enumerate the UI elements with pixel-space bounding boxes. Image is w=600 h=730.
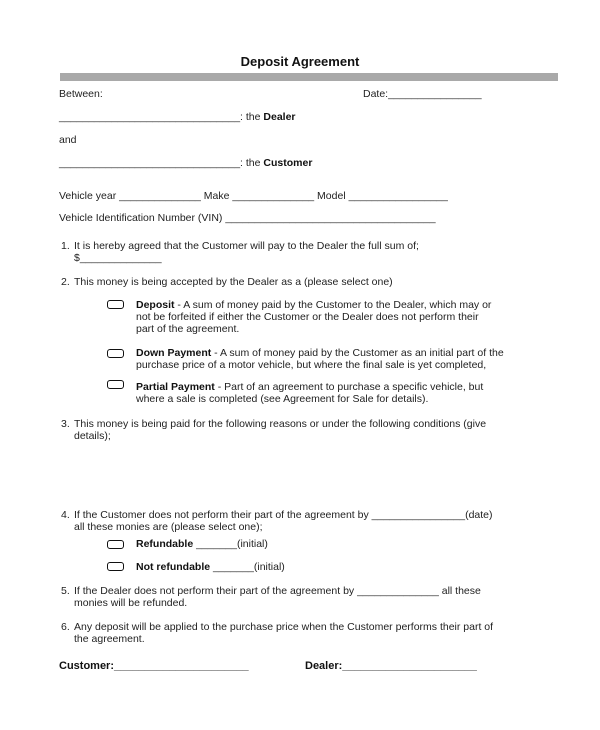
customer-suffix: : the: [240, 157, 264, 169]
down-payment-option-line-1: [136, 347, 504, 359]
item-2-text: This money is being accepted by the Dealer as a (please select one): [74, 276, 393, 288]
deposit-checkbox[interactable]: [107, 300, 124, 309]
item-4-number: 4.: [61, 509, 70, 521]
partial-payment-desc-2: where a sale is completed (see Agreement for Sale for details).: [136, 393, 429, 405]
item-4-text-2: all these monies are (please select one);: [74, 521, 263, 533]
customer-label: Customer: [263, 157, 313, 169]
not-refundable-checkbox[interactable]: [107, 562, 124, 571]
refundable-initial-field[interactable]: _______(initial): [193, 538, 268, 550]
item-6-text-1: Any deposit will be applied to the purchase price when the Customer performs their part of: [74, 621, 494, 633]
deposit-label: Deposit: [136, 299, 175, 311]
date-field[interactable]: Date:________________: [363, 88, 482, 100]
document-title: Deposit Agreement: [240, 54, 360, 69]
down-payment-checkbox[interactable]: [107, 349, 124, 358]
deposit-desc-3: part of the agreement.: [136, 323, 240, 335]
customer-name-field[interactable]: _______________________________: [59, 157, 241, 169]
customer-signature-field[interactable]: Customer:______________________: [59, 660, 249, 672]
item-6-number: 6.: [61, 621, 70, 633]
down-payment-desc-1: - A sum of money paid by the Customer as an initial part of the: [211, 347, 504, 359]
dealer-suffix: : the: [240, 111, 264, 123]
deposit-desc-2: not be forfeited if either the Customer or the Dealer does not perform their: [136, 311, 479, 323]
not-refundable-initial-field[interactable]: _______(initial): [210, 561, 285, 573]
item-1-number: 1.: [61, 240, 70, 252]
dealer-label: Dealer: [263, 111, 296, 123]
item-3-text-1: This money is being paid for the following reasons or under the following conditions (give: [74, 418, 487, 430]
item-1-text: It is hereby agreed that the Customer will pay to the Dealer the full sum of;: [74, 240, 419, 252]
vehicle-details-line[interactable]: Vehicle year ______________ Make ______________ Model _________________: [59, 190, 448, 202]
partial-payment-desc-1: - Part of an agreement to purchase a specific vehicle, but: [214, 381, 484, 393]
not-refundable-option: [136, 561, 285, 573]
title-divider: [60, 73, 558, 81]
refundable-label: Refundable: [136, 538, 194, 550]
refundable-option: [136, 538, 268, 550]
item-6-text-2: the agreement.: [74, 633, 145, 645]
item-4-text-1: If the Customer does not perform their part of the agreement by ________________(date): [74, 509, 493, 521]
dealer-line: [59, 111, 296, 123]
refundable-checkbox[interactable]: [107, 540, 124, 549]
vin-line[interactable]: Vehicle Identification Number (VIN) ____________________________________: [59, 212, 436, 224]
partial-payment-label: Partial Payment: [136, 381, 215, 393]
partial-payment-checkbox[interactable]: [107, 380, 124, 389]
item-3-number: 3.: [61, 418, 70, 430]
item-5-text-1: If the Dealer does not perform their part of the agreement by ______________ all these: [74, 585, 481, 597]
item-5-text-2: monies will be refunded.: [74, 597, 188, 609]
not-refundable-label: Not refundable: [136, 561, 211, 573]
deposit-option-line-1: [136, 299, 491, 311]
down-payment-desc-2: purchase price of a motor vehicle, but where the final sale is yet completed,: [136, 359, 487, 371]
dealer-name-field[interactable]: _______________________________: [59, 111, 241, 123]
deposit-desc-1: - A sum of money paid by the Customer to the Dealer, which may or: [174, 299, 492, 311]
item-2-number: 2.: [61, 276, 70, 288]
item-3-text-2: details);: [74, 430, 111, 442]
between-label: Between:: [59, 88, 103, 100]
down-payment-label: Down Payment: [136, 347, 212, 359]
item-5-number: 5.: [61, 585, 70, 597]
dealer-signature-field[interactable]: Dealer:______________________: [305, 660, 477, 672]
customer-line: [59, 157, 312, 169]
partial-payment-option-line-1: [136, 381, 483, 393]
item-1-amount-field[interactable]: $______________: [74, 252, 162, 264]
and-label: and: [59, 134, 77, 146]
